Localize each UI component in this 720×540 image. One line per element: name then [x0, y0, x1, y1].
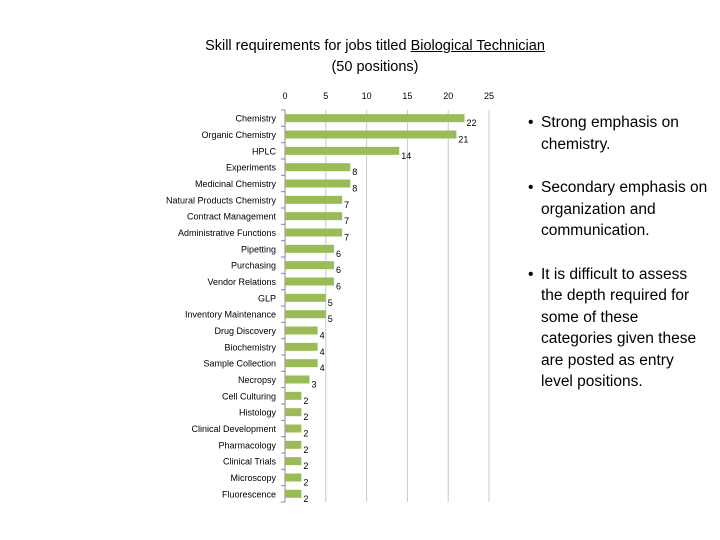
- data-label: 4: [319, 330, 325, 341]
- data-label: 14: [401, 150, 412, 161]
- category-label: Cell Culturing: [221, 391, 276, 402]
- bullet-symbol: •: [528, 265, 534, 283]
- category-label: Experiments: [225, 162, 276, 173]
- bar: [285, 212, 342, 220]
- bullet-item: [528, 112, 708, 155]
- x-tick-label: 10: [361, 91, 372, 101]
- bar: [285, 278, 334, 286]
- bar: [285, 261, 334, 269]
- data-label: 2: [303, 493, 309, 504]
- data-label: 6: [335, 248, 341, 259]
- chart-title-line2: (50 positions): [331, 59, 419, 75]
- data-label: 7: [344, 216, 350, 227]
- x-tick-label: 5: [323, 91, 329, 101]
- x-tick-label: 20: [443, 91, 454, 101]
- bar: [285, 114, 465, 122]
- bar: [285, 131, 456, 139]
- bar: [285, 376, 309, 384]
- bar: [285, 147, 399, 155]
- data-label: 5: [327, 314, 333, 325]
- data-label: 4: [319, 346, 325, 357]
- bar: [285, 474, 301, 482]
- data-label: 21: [458, 134, 469, 145]
- data-label: 2: [303, 395, 309, 406]
- bullet-item: [528, 177, 708, 242]
- category-label: Biochemistry: [224, 342, 276, 353]
- bullet-text: Strong emphasis on chemistry.: [541, 114, 679, 153]
- category-label: GLP: [257, 293, 276, 304]
- bar: [285, 441, 301, 449]
- category-label: Pipetting: [240, 244, 276, 255]
- category-label: Contract Management: [186, 211, 276, 222]
- category-label: Drug Discovery: [214, 326, 276, 336]
- category-label: Histology: [238, 407, 276, 418]
- data-label: 2: [303, 412, 309, 423]
- bullet-text: Secondary emphasis on organization and communication.: [541, 179, 708, 239]
- bullet-text: It is difficult to assess the depth required for some of these categories given these are posted as entry level positions.: [541, 265, 697, 390]
- bar: [285, 310, 326, 318]
- category-label: Chemistry: [235, 113, 276, 124]
- x-tick-label: 0: [282, 91, 288, 101]
- category-label: Purchasing: [230, 260, 276, 271]
- data-label: 7: [344, 199, 350, 210]
- category-label: Medicinal Chemistry: [194, 179, 276, 189]
- bar: [285, 490, 301, 498]
- x-tick-label: 25: [483, 91, 495, 101]
- data-label: 22: [466, 118, 477, 129]
- bar: [285, 327, 318, 335]
- bar: [285, 163, 350, 171]
- data-label: 3: [311, 379, 317, 390]
- data-label: 2: [303, 444, 309, 455]
- category-label: Clinical Development: [191, 424, 276, 434]
- x-tick-label: 15: [402, 91, 413, 101]
- chart-title-job: Biological Technician: [410, 38, 545, 54]
- bullet-list: [528, 112, 708, 415]
- data-label: 6: [335, 281, 341, 292]
- category-label: Administrative Functions: [177, 228, 276, 238]
- bar: [285, 180, 350, 188]
- category-label: Sample Collection: [203, 358, 276, 369]
- data-label: 8: [352, 167, 358, 178]
- bar: [285, 457, 301, 465]
- data-label: 2: [303, 477, 309, 488]
- bar: [285, 408, 301, 416]
- bar: [285, 294, 326, 302]
- category-label: Pharmacology: [218, 440, 276, 451]
- bullet-symbol: •: [528, 179, 534, 196]
- data-label: 2: [303, 461, 309, 472]
- bar: [285, 392, 301, 400]
- category-label: Inventory Maintenance: [184, 309, 276, 320]
- bar: [285, 229, 342, 237]
- bar: [285, 343, 318, 351]
- category-label: Organic Chemistry: [201, 130, 276, 140]
- category-label: Fluorescence: [221, 489, 276, 500]
- category-label: Microscopy: [230, 473, 276, 483]
- category-label: Necropsy: [237, 375, 276, 385]
- category-label: Clinical Trials: [222, 456, 276, 467]
- data-label: 5: [327, 297, 333, 308]
- data-label: 7: [344, 232, 350, 243]
- data-label: 6: [335, 265, 341, 276]
- bullet-symbol: •: [528, 114, 534, 131]
- data-label: 8: [352, 183, 358, 194]
- category-label: HPLC: [251, 146, 276, 157]
- bar: [285, 196, 342, 204]
- chart-title-prefix: Skill requirements for jobs titled: [205, 38, 411, 54]
- data-label: 4: [319, 363, 325, 374]
- bullet-item: [528, 264, 708, 393]
- bar: [285, 245, 334, 253]
- category-label: Natural Products Chemistry: [165, 195, 276, 206]
- bar: [285, 359, 318, 367]
- data-label: 2: [303, 428, 309, 439]
- bar: [285, 425, 301, 433]
- category-label: Vendor Relations: [207, 277, 276, 287]
